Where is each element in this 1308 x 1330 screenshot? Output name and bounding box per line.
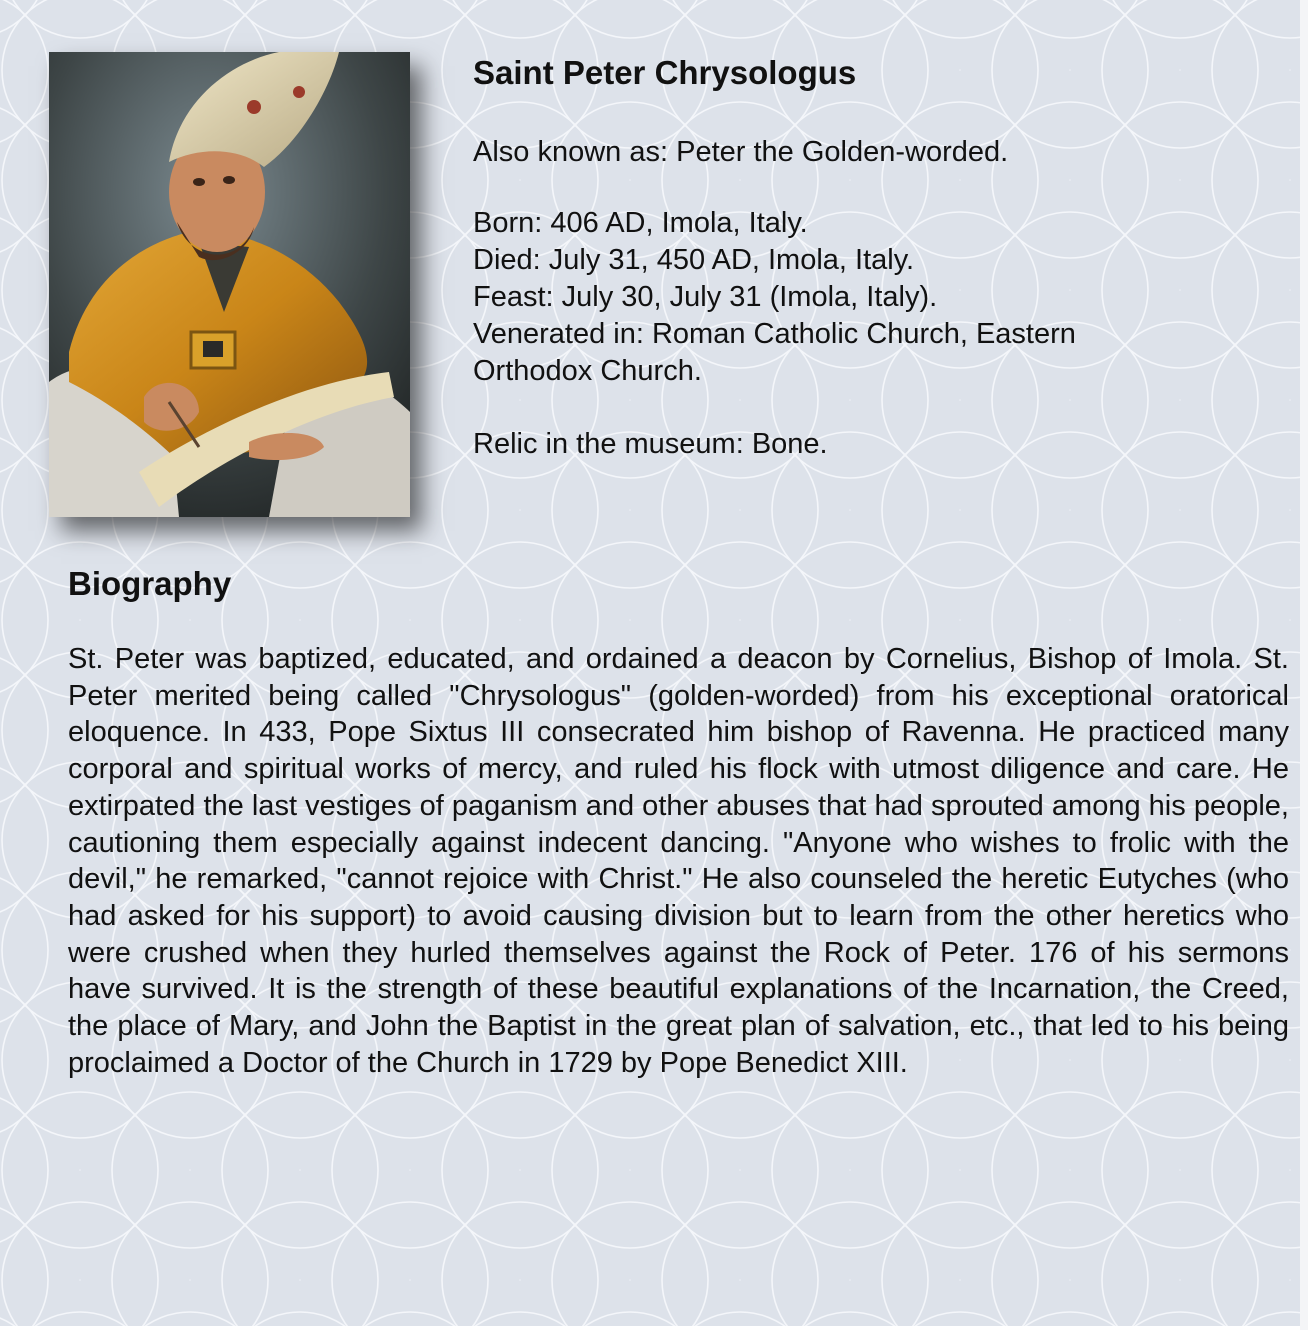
saint-info-panel — [473, 54, 1193, 463]
saint-portrait-image — [49, 52, 410, 517]
venerated-text: Venerated in: Roman Catholic Church, Eastern Orthodox Church. — [473, 318, 1076, 387]
feast-text: Feast: July 30, July 31 (Imola, Italy). — [473, 281, 938, 313]
born-text: Born: 406 AD, Imola, Italy. — [473, 207, 808, 239]
died-text: Died: July 31, 450 AD, Imola, Italy. — [473, 244, 915, 276]
saint-name-title: Saint Peter Chrysologus — [473, 54, 857, 91]
also-known-as-text: Also known as: Peter the Golden-worded. — [473, 136, 1009, 168]
relic-text: Relic in the museum: Bone. — [473, 428, 828, 460]
window-edge — [1300, 0, 1308, 1330]
biography-text: St. Peter was baptized, educated, and ordained a deacon by Cornelius, Bishop of Imola. St. Peter merited being called "Chrysologus" (golden-worded) from his exceptional oratorical eloquence. In 433, Pope Sixtus III consecrated him bishop of Ravenna. He practiced many corporal and spiritual works of mercy, and ruled his flock with utmost diligence and care. He extirpated the last vestiges of paganism and other abuses that had sprouted among his people, cautioning them especially against indecent dancing. "Anyone who wishes to frolic with the devil," he remarked, "cannot rejoice with Christ." He also counseled the heretic Eutyches (who had asked for his support) to avoid causing division but to learn from the other heretics who were crushed when they hurled themselves against the Rock of Peter. 176 of his sermons have survived. It is the strength of these beautiful explanations of the Incarnation, the Creed, the place of Mary, and John the Baptist in the great plan of salvation, etc., that led to his being proclaimed a Doctor of the Church in 1729 by Pope Benedict XIII. — [68, 643, 1289, 1079]
saint-facts — [473, 205, 1193, 390]
biography-heading: Biography — [68, 565, 232, 602]
